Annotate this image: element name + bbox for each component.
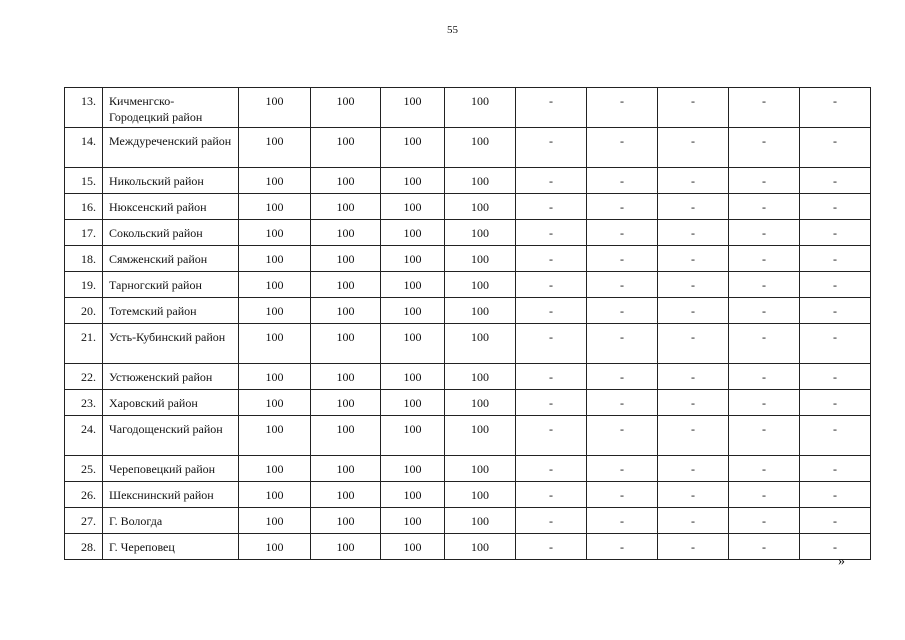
value-cell: 100: [381, 168, 445, 194]
district-name: Кичменгско-Городецкий район: [103, 88, 239, 128]
value-cell: 100: [445, 246, 516, 272]
empty-cell: -: [516, 168, 587, 194]
table-row: [65, 324, 871, 364]
table-row: [65, 272, 871, 298]
value-cell: 100: [381, 508, 445, 534]
value-cell: 100: [445, 220, 516, 246]
empty-cell: -: [800, 324, 871, 364]
empty-cell: -: [587, 482, 658, 508]
value-cell: 100: [239, 456, 311, 482]
row-number: 13.: [65, 88, 103, 128]
district-name: Г. Вологда: [103, 508, 239, 534]
value-cell: 100: [311, 456, 381, 482]
page-number: 55: [447, 24, 458, 36]
row-number: 21.: [65, 324, 103, 364]
empty-cell: -: [729, 324, 800, 364]
empty-cell: -: [800, 88, 871, 128]
row-number: 22.: [65, 364, 103, 390]
table-row: [65, 390, 871, 416]
district-name: Харовский район: [103, 390, 239, 416]
table-row: [65, 298, 871, 324]
empty-cell: -: [516, 88, 587, 128]
value-cell: 100: [381, 194, 445, 220]
empty-cell: -: [516, 390, 587, 416]
table-row: [65, 508, 871, 534]
empty-cell: -: [658, 194, 729, 220]
value-cell: 100: [311, 508, 381, 534]
value-cell: 100: [239, 482, 311, 508]
value-cell: 100: [311, 88, 381, 128]
row-number: 19.: [65, 272, 103, 298]
empty-cell: -: [658, 416, 729, 456]
district-name: Череповецкий район: [103, 456, 239, 482]
empty-cell: -: [587, 194, 658, 220]
district-name: Шекснинский район: [103, 482, 239, 508]
value-cell: 100: [445, 390, 516, 416]
value-cell: 100: [445, 364, 516, 390]
value-cell: 100: [239, 508, 311, 534]
row-number: 23.: [65, 390, 103, 416]
empty-cell: -: [729, 364, 800, 390]
empty-cell: -: [516, 508, 587, 534]
empty-cell: -: [729, 508, 800, 534]
value-cell: 100: [381, 220, 445, 246]
empty-cell: -: [658, 482, 729, 508]
value-cell: 100: [311, 128, 381, 168]
empty-cell: -: [800, 298, 871, 324]
value-cell: 100: [311, 220, 381, 246]
value-cell: 100: [239, 194, 311, 220]
empty-cell: -: [800, 364, 871, 390]
empty-cell: -: [658, 246, 729, 272]
district-name: Усть-Кубинский район: [103, 324, 239, 364]
empty-cell: -: [658, 272, 729, 298]
empty-cell: -: [587, 364, 658, 390]
value-cell: 100: [445, 482, 516, 508]
empty-cell: -: [729, 456, 800, 482]
empty-cell: -: [587, 272, 658, 298]
table-row: [65, 88, 871, 128]
empty-cell: -: [587, 534, 658, 560]
row-number: 25.: [65, 456, 103, 482]
empty-cell: -: [800, 508, 871, 534]
value-cell: 100: [381, 364, 445, 390]
district-name: Г. Череповец: [103, 534, 239, 560]
row-number: 26.: [65, 482, 103, 508]
row-number: 14.: [65, 128, 103, 168]
value-cell: 100: [311, 390, 381, 416]
value-cell: 100: [381, 324, 445, 364]
value-cell: 100: [445, 456, 516, 482]
closing-quote: »: [838, 554, 845, 569]
empty-cell: -: [658, 508, 729, 534]
empty-cell: -: [658, 168, 729, 194]
empty-cell: -: [516, 298, 587, 324]
value-cell: 100: [311, 168, 381, 194]
value-cell: 100: [445, 298, 516, 324]
value-cell: 100: [311, 194, 381, 220]
row-number: 27.: [65, 508, 103, 534]
empty-cell: -: [729, 220, 800, 246]
value-cell: 100: [311, 364, 381, 390]
empty-cell: -: [729, 482, 800, 508]
empty-cell: -: [587, 298, 658, 324]
empty-cell: -: [800, 390, 871, 416]
empty-cell: -: [516, 534, 587, 560]
row-number: 15.: [65, 168, 103, 194]
value-cell: 100: [311, 324, 381, 364]
table-row: [65, 534, 871, 560]
value-cell: 100: [239, 272, 311, 298]
value-cell: 100: [239, 128, 311, 168]
value-cell: 100: [239, 246, 311, 272]
value-cell: 100: [445, 168, 516, 194]
value-cell: 100: [239, 364, 311, 390]
value-cell: 100: [239, 390, 311, 416]
value-cell: 100: [445, 128, 516, 168]
empty-cell: -: [800, 168, 871, 194]
district-name: Чагодощенский район: [103, 416, 239, 456]
empty-cell: -: [729, 168, 800, 194]
table-row: [65, 194, 871, 220]
empty-cell: -: [516, 456, 587, 482]
row-number: 17.: [65, 220, 103, 246]
empty-cell: -: [658, 390, 729, 416]
value-cell: 100: [381, 534, 445, 560]
value-cell: 100: [239, 324, 311, 364]
value-cell: 100: [445, 416, 516, 456]
empty-cell: -: [729, 88, 800, 128]
empty-cell: -: [587, 390, 658, 416]
row-number: 24.: [65, 416, 103, 456]
empty-cell: -: [729, 416, 800, 456]
empty-cell: -: [658, 324, 729, 364]
empty-cell: -: [729, 272, 800, 298]
empty-cell: -: [729, 128, 800, 168]
table-row: [65, 128, 871, 168]
empty-cell: -: [729, 246, 800, 272]
table-row: [65, 364, 871, 390]
value-cell: 100: [311, 246, 381, 272]
district-name: Никольский район: [103, 168, 239, 194]
empty-cell: -: [516, 482, 587, 508]
empty-cell: -: [587, 128, 658, 168]
table-row: [65, 482, 871, 508]
value-cell: 100: [239, 220, 311, 246]
empty-cell: -: [658, 534, 729, 560]
district-name: Нюксенский район: [103, 194, 239, 220]
value-cell: 100: [311, 272, 381, 298]
value-cell: 100: [381, 416, 445, 456]
district-name: Тотемский район: [103, 298, 239, 324]
value-cell: 100: [381, 298, 445, 324]
district-table: [64, 87, 871, 560]
table-row: [65, 168, 871, 194]
value-cell: 100: [445, 324, 516, 364]
value-cell: 100: [445, 272, 516, 298]
district-name: Междуреченский район: [103, 128, 239, 168]
empty-cell: -: [800, 482, 871, 508]
value-cell: 100: [445, 194, 516, 220]
empty-cell: -: [587, 508, 658, 534]
value-cell: 100: [239, 534, 311, 560]
empty-cell: -: [587, 246, 658, 272]
value-cell: 100: [381, 390, 445, 416]
empty-cell: -: [658, 298, 729, 324]
district-name: Устюженский район: [103, 364, 239, 390]
empty-cell: -: [729, 534, 800, 560]
empty-cell: -: [516, 364, 587, 390]
empty-cell: -: [516, 416, 587, 456]
empty-cell: -: [729, 298, 800, 324]
value-cell: 100: [311, 416, 381, 456]
empty-cell: -: [587, 220, 658, 246]
value-cell: 100: [381, 272, 445, 298]
empty-cell: -: [587, 168, 658, 194]
table-row: [65, 246, 871, 272]
row-number: 18.: [65, 246, 103, 272]
value-cell: 100: [445, 88, 516, 128]
value-cell: 100: [311, 482, 381, 508]
table-row: [65, 220, 871, 246]
empty-cell: -: [658, 88, 729, 128]
empty-cell: -: [587, 456, 658, 482]
district-name: Сокольский район: [103, 220, 239, 246]
empty-cell: -: [800, 246, 871, 272]
empty-cell: -: [658, 456, 729, 482]
empty-cell: -: [587, 324, 658, 364]
table-row: [65, 416, 871, 456]
empty-cell: -: [516, 272, 587, 298]
empty-cell: -: [800, 128, 871, 168]
empty-cell: -: [516, 246, 587, 272]
value-cell: 100: [381, 456, 445, 482]
value-cell: 100: [381, 246, 445, 272]
empty-cell: -: [800, 272, 871, 298]
value-cell: 100: [311, 534, 381, 560]
empty-cell: -: [800, 456, 871, 482]
empty-cell: -: [516, 324, 587, 364]
empty-cell: -: [729, 390, 800, 416]
value-cell: 100: [381, 128, 445, 168]
empty-cell: -: [729, 194, 800, 220]
value-cell: 100: [239, 298, 311, 324]
empty-cell: -: [587, 416, 658, 456]
empty-cell: -: [800, 220, 871, 246]
empty-cell: -: [658, 364, 729, 390]
empty-cell: -: [516, 194, 587, 220]
empty-cell: -: [800, 534, 871, 560]
district-name: Сямженский район: [103, 246, 239, 272]
value-cell: 100: [381, 482, 445, 508]
empty-cell: -: [800, 416, 871, 456]
empty-cell: -: [800, 194, 871, 220]
row-number: 20.: [65, 298, 103, 324]
value-cell: 100: [445, 508, 516, 534]
value-cell: 100: [239, 88, 311, 128]
empty-cell: -: [587, 88, 658, 128]
district-name: Тарногский район: [103, 272, 239, 298]
empty-cell: -: [658, 128, 729, 168]
row-number: 16.: [65, 194, 103, 220]
value-cell: 100: [311, 298, 381, 324]
value-cell: 100: [239, 168, 311, 194]
empty-cell: -: [516, 220, 587, 246]
value-cell: 100: [239, 416, 311, 456]
empty-cell: -: [658, 220, 729, 246]
empty-cell: -: [516, 128, 587, 168]
table-row: [65, 456, 871, 482]
value-cell: 100: [381, 88, 445, 128]
value-cell: 100: [445, 534, 516, 560]
row-number: 28.: [65, 534, 103, 560]
